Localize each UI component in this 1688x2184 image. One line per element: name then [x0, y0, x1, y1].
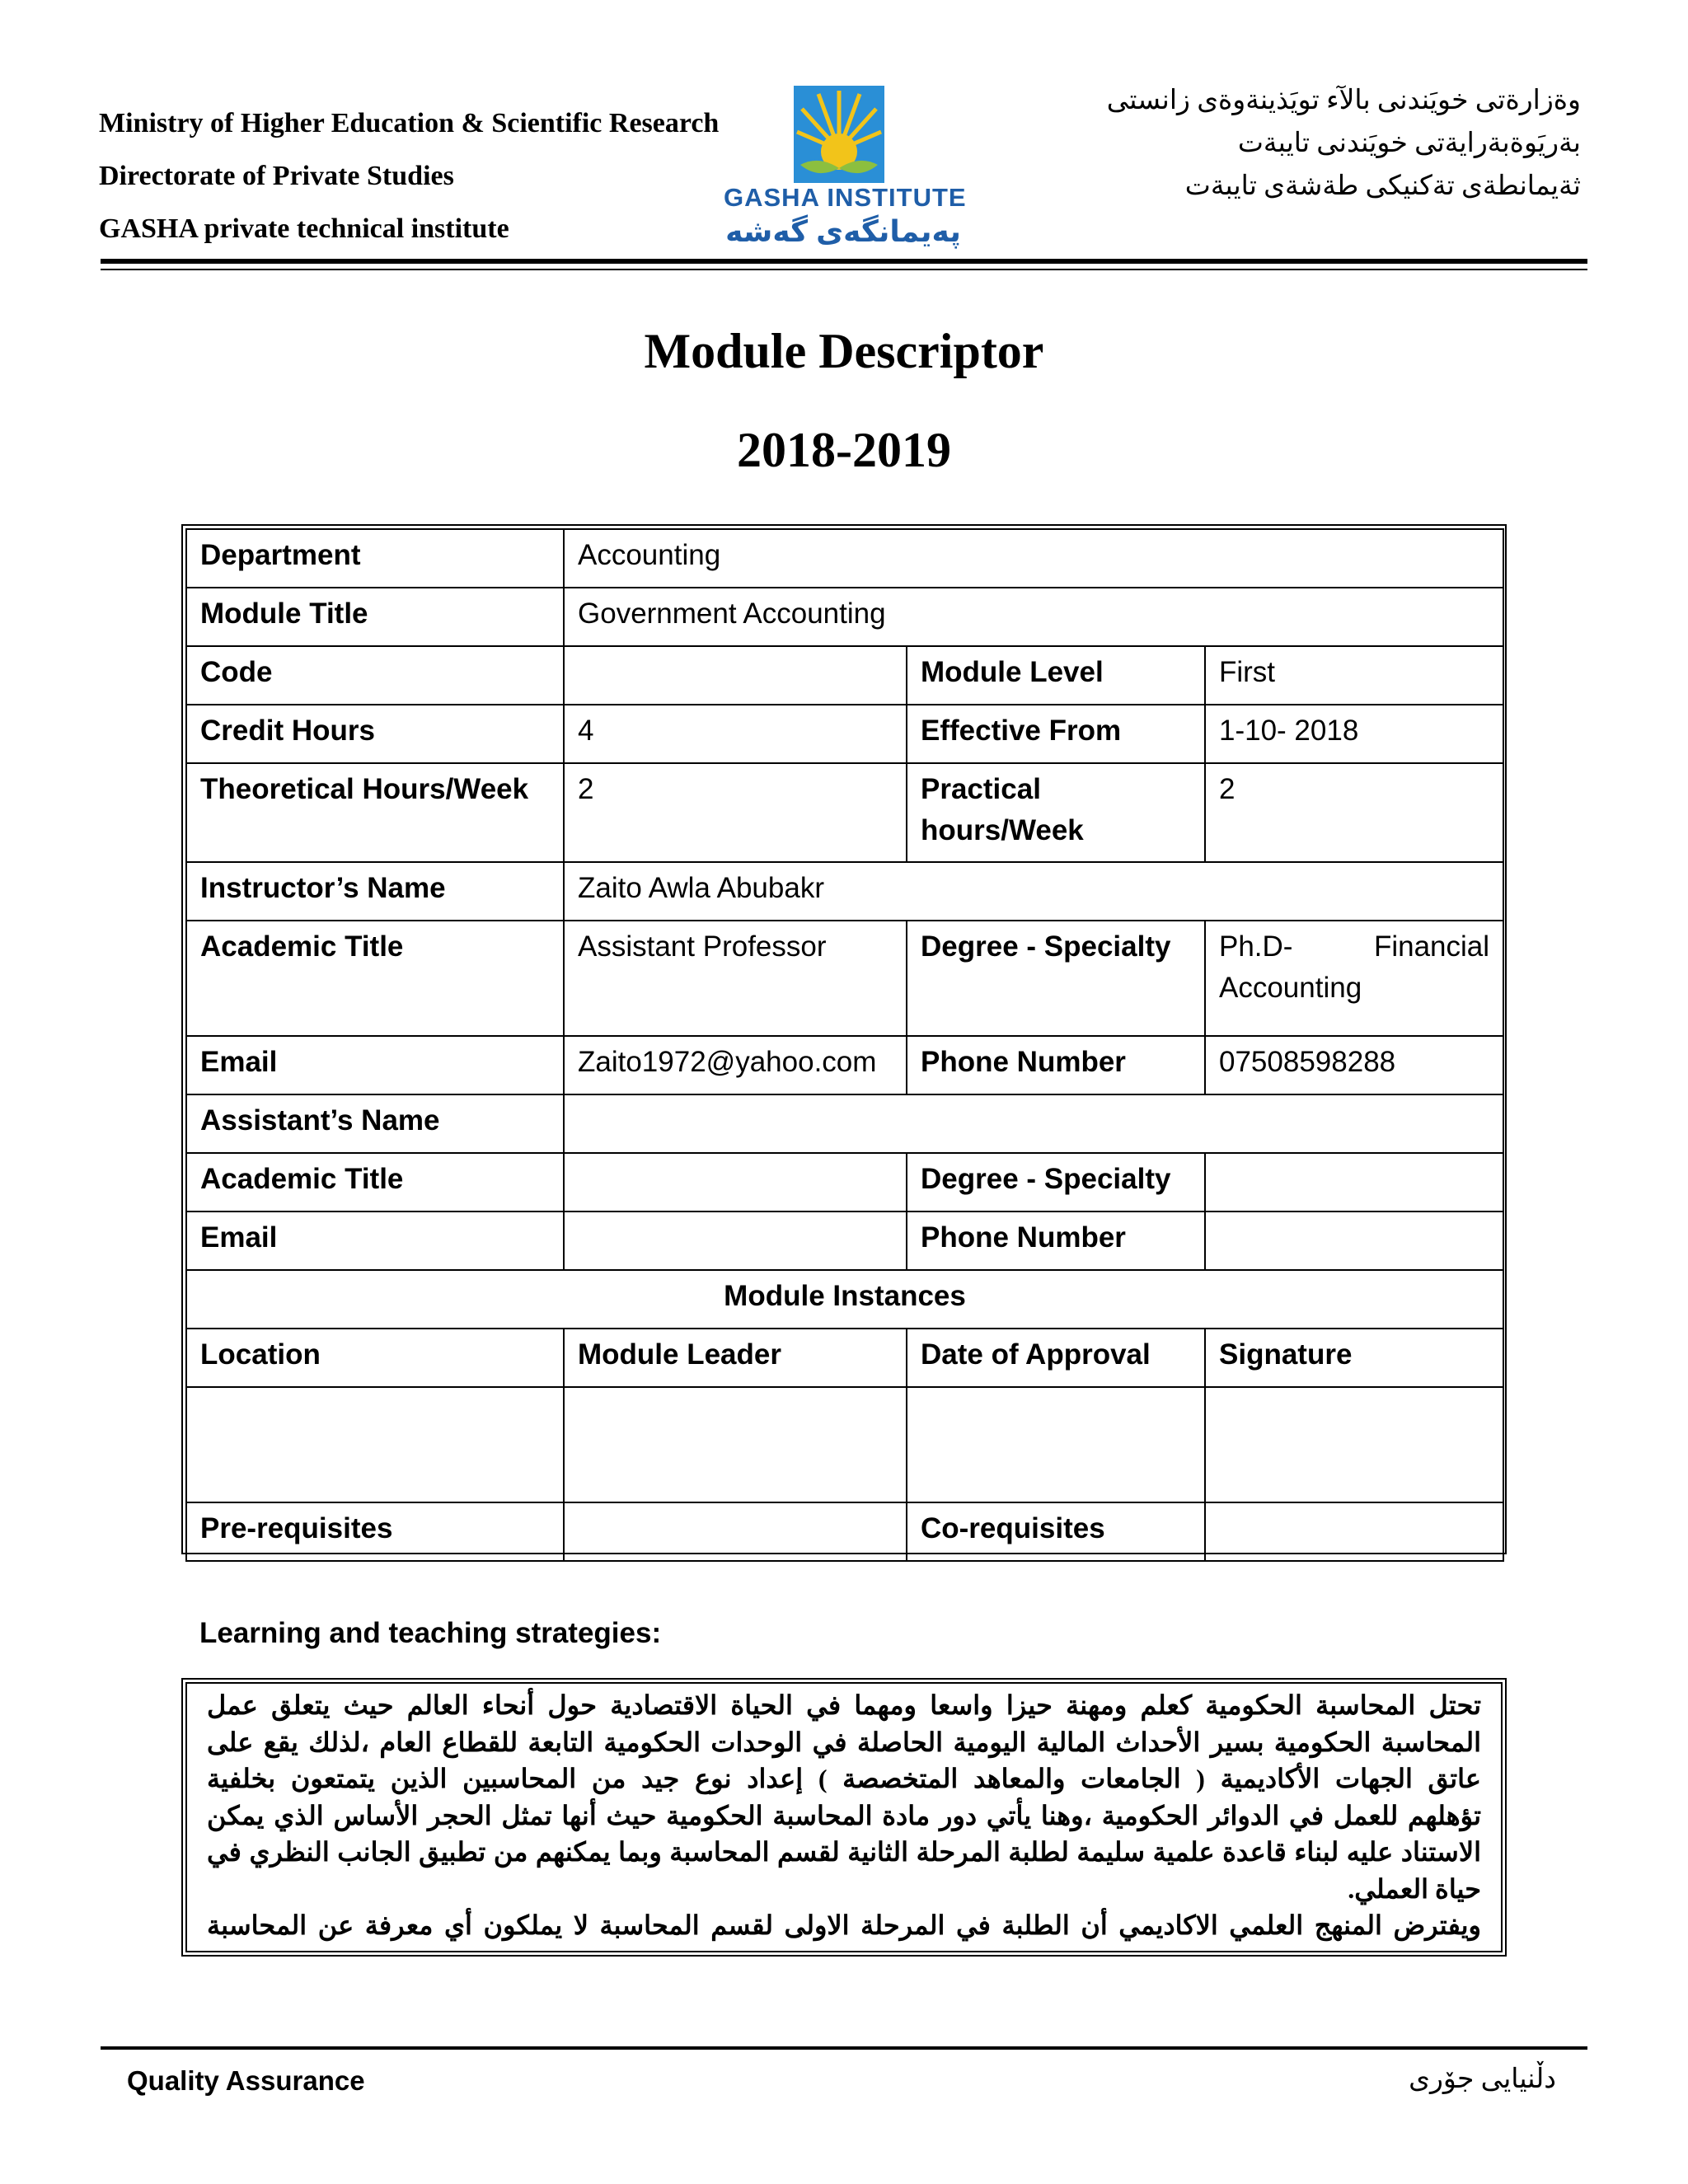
code-value — [564, 646, 907, 705]
practical-hours-label-line1: Practical — [921, 773, 1041, 805]
learning-strategies-title: Learning and teaching strategies: — [199, 1617, 662, 1649]
table-row — [186, 1094, 1503, 1153]
assistant-phone-number-value — [1205, 1212, 1503, 1270]
assistant-name-label: Assistant’s Name — [186, 1094, 564, 1153]
logo-english-text: GASHA INSTITUTE — [724, 183, 967, 212]
credit-hours-label: Credit Hours — [186, 705, 564, 763]
academic-title-label: Academic Title — [186, 921, 564, 1036]
institute-name-kurdish: ثةيمانطةى تةكنيكى طةشةى تايبةت — [1184, 171, 1581, 201]
page-title: Module Descriptor — [644, 324, 1044, 378]
co-requisites-value — [1205, 1502, 1503, 1561]
module-level-value: First — [1205, 646, 1503, 705]
location-label: Location — [186, 1329, 564, 1387]
footer-quality-assurance-kurdish: دڵنیایی جۆری — [1409, 2064, 1556, 2094]
ministry-name-kurdish: وةزارةتى خويَندنى بالآء تويَذينةوةى زانستى — [1106, 86, 1581, 115]
footer-divider — [101, 2046, 1587, 2050]
degree-specialty-value — [1205, 921, 1503, 1036]
department-value: Accounting — [564, 529, 1503, 588]
ministry-name: Ministry of Higher Education & Scientific Research — [99, 108, 720, 138]
module-instances-heading: Module Instances — [186, 1270, 1503, 1329]
date-of-approval-label: Date of Approval — [907, 1329, 1205, 1387]
degree-specialty-part1: Ph.D- — [1219, 930, 1293, 963]
co-requisites-label: Co-requisites — [907, 1502, 1205, 1561]
learning-strategies-box — [181, 1678, 1507, 1957]
degree-specialty-line2: Accounting — [1219, 972, 1362, 1004]
sun-leaf-logo-icon — [794, 86, 884, 183]
assistant-academic-title-value — [564, 1153, 907, 1212]
theoretical-hours-label: Theoretical Hours/Week — [186, 763, 564, 862]
table-row — [186, 862, 1503, 921]
directorate-name-kurdish: بةريَوةبةرايةتى خويَندنى تايبةت — [1237, 129, 1581, 158]
gasha-logo — [724, 82, 967, 255]
table-row — [186, 646, 1503, 705]
logo-kurdish-text: پەیمانگەی گەشە — [725, 214, 961, 248]
effective-from-value: 1-10- 2018 — [1205, 705, 1503, 763]
signature-value — [1205, 1387, 1503, 1502]
table-row — [186, 529, 1503, 588]
module-leader-value — [564, 1387, 907, 1502]
table-row — [186, 705, 1503, 763]
learning-text-line: المحاسبة الحكومية بسير الأحداث المالية اليومية الحاصلة في الوحدات الحكومية التابعة للقطاع العام ،لذلك يقع على — [207, 1727, 1481, 1757]
signature-label: Signature — [1205, 1329, 1503, 1387]
assistant-academic-title-label: Academic Title — [186, 1153, 564, 1212]
learning-text-line: تؤهلهم للعمل في الدوائر الحكومية ،وهنا يأتي دور مادة المحاسبة الحكومية حيث أنها تمثل الحجر الأساس الذي يمكن — [207, 1800, 1482, 1830]
module-title-value: Government Accounting — [564, 588, 1503, 646]
phone-number-label: Phone Number — [907, 1036, 1205, 1094]
header-right — [1004, 79, 1581, 208]
learning-text-line: الاستناد عليه لبناء قاعدة علمية سليمة لطلبة المرحلة الثانية لقسم المحاسبة وبما يمكنهم من تطبيق الجانب النظري في — [207, 1837, 1481, 1867]
academic-year: 2018-2019 — [737, 423, 951, 477]
institute-name: GASHA private technical institute — [99, 213, 509, 244]
table-row — [186, 1329, 1503, 1387]
header-left — [99, 97, 808, 255]
practical-hours-value: 2 — [1205, 763, 1503, 862]
date-of-approval-value — [907, 1387, 1205, 1502]
theoretical-hours-value: 2 — [564, 763, 907, 862]
module-level-label: Module Level — [907, 646, 1205, 705]
table-row — [186, 1502, 1503, 1561]
assistant-name-value — [564, 1094, 1503, 1153]
assistant-phone-number-label: Phone Number — [907, 1212, 1205, 1270]
table-row — [186, 1270, 1503, 1329]
effective-from-label: Effective From — [907, 705, 1205, 763]
table-row — [186, 1153, 1503, 1212]
practical-hours-label — [907, 763, 1205, 862]
directorate-name: Directorate of Private Studies — [99, 161, 454, 191]
table-row — [186, 1036, 1503, 1094]
assistant-email-label: Email — [186, 1212, 564, 1270]
table-row — [186, 763, 1503, 862]
footer-quality-assurance: Quality Assurance — [127, 2065, 365, 2096]
table-row — [186, 1212, 1503, 1270]
header-divider-thick — [101, 259, 1587, 264]
degree-specialty-line1 — [1219, 926, 1489, 968]
assistant-degree-specialty-label: Degree - Specialty — [907, 1153, 1205, 1212]
module-info-table — [181, 524, 1507, 1554]
instructor-name-value: Zaito Awla Abubakr — [564, 862, 1503, 921]
module-leader-label: Module Leader — [564, 1329, 907, 1387]
pre-requisites-value — [564, 1502, 907, 1561]
phone-number-value: 07508598288 — [1205, 1036, 1503, 1094]
learning-text-line: عاتق الجهات الأكاديمية ( الجامعات والمعاهد المتخصصة ) إعداد نوع جيد من المحاسبين الذين يتمتعون بخلفية — [207, 1764, 1481, 1793]
learning-text-line: تحتل المحاسبة الحكومية كعلم ومهنة حيزا واسعا ومهما في الحياة الاقتصادية حول أنحاء العالم حيث يتعلق عمل — [207, 1690, 1481, 1720]
code-label: Code — [186, 646, 564, 705]
table-row — [186, 1387, 1503, 1502]
instructor-name-label: Instructor’s Name — [186, 862, 564, 921]
degree-specialty-part2: Financial — [1373, 930, 1490, 963]
learning-text-line: حياة العملي. — [1348, 1873, 1481, 1904]
email-label: Email — [186, 1036, 564, 1094]
table-row — [186, 588, 1503, 646]
assistant-email-value — [564, 1212, 907, 1270]
table-row — [186, 921, 1503, 1036]
location-value — [186, 1387, 564, 1502]
pre-requisites-label: Pre-requisites — [186, 1502, 564, 1561]
academic-title-value: Assistant Professor — [564, 921, 907, 1036]
module-title-label: Module Title — [186, 588, 564, 646]
header-divider-thin — [101, 269, 1587, 270]
degree-specialty-label: Degree - Specialty — [907, 921, 1205, 1036]
credit-hours-value: 4 — [564, 705, 907, 763]
email-value: Zaito1972@yahoo.com — [564, 1036, 907, 1094]
practical-hours-label-line2: hours/Week — [921, 814, 1084, 846]
learning-text-line: ويفترض المنهج العلمي الاكاديمي أن الطلبة في المرحلة الاولى لقسم المحاسبة لا يملكون أي معرفة عن المحاسبة — [207, 1910, 1481, 1940]
department-label: Department — [186, 529, 564, 588]
learning-strategies-text — [185, 1682, 1503, 1952]
assistant-degree-specialty-value — [1205, 1153, 1503, 1212]
